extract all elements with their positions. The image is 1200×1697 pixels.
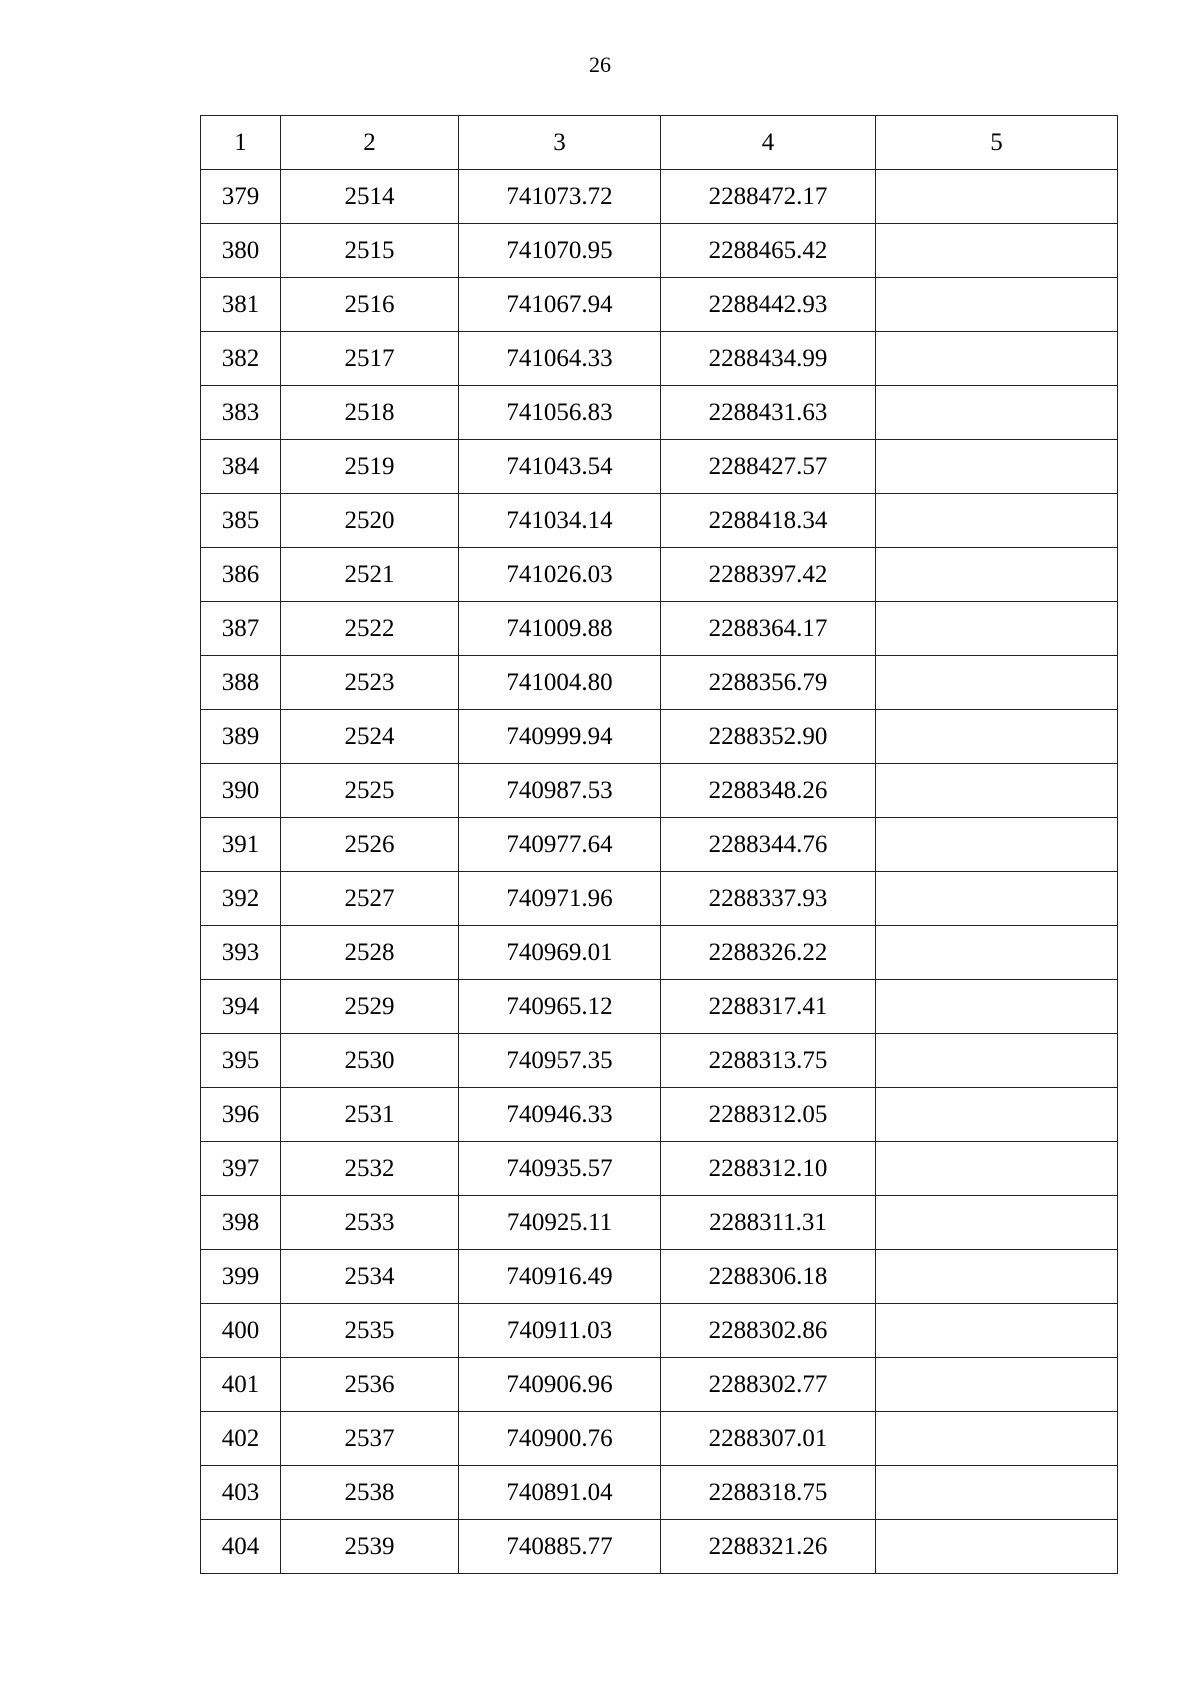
y-coordinate-cell: 2288321.26 (661, 1520, 876, 1574)
point-number-cell: 2523 (281, 656, 459, 710)
table-row (201, 1088, 1118, 1142)
y-coordinate-cell: 2288431.63 (661, 386, 876, 440)
y-coordinate-cell: 2288418.34 (661, 494, 876, 548)
row-number-cell: 380 (201, 224, 281, 278)
header-cell-5: 5 (876, 116, 1118, 170)
table-row (201, 1358, 1118, 1412)
x-coordinate-cell: 740987.53 (459, 764, 661, 818)
note-cell (876, 224, 1118, 278)
row-number-cell: 386 (201, 548, 281, 602)
note-cell (876, 494, 1118, 548)
y-coordinate-cell: 2288307.01 (661, 1412, 876, 1466)
y-coordinate-cell: 2288312.10 (661, 1142, 876, 1196)
x-coordinate-cell: 741070.95 (459, 224, 661, 278)
y-coordinate-cell: 2288348.26 (661, 764, 876, 818)
coordinates-table (200, 115, 1118, 1574)
y-coordinate-cell: 2288302.86 (661, 1304, 876, 1358)
y-coordinate-cell: 2288311.31 (661, 1196, 876, 1250)
x-coordinate-cell: 740925.11 (459, 1196, 661, 1250)
table-row (201, 1142, 1118, 1196)
table-row (201, 656, 1118, 710)
table-row (201, 926, 1118, 980)
point-number-cell: 2525 (281, 764, 459, 818)
point-number-cell: 2534 (281, 1250, 459, 1304)
point-number-cell: 2514 (281, 170, 459, 224)
y-coordinate-cell: 2288313.75 (661, 1034, 876, 1088)
row-number-cell: 400 (201, 1304, 281, 1358)
point-number-cell: 2537 (281, 1412, 459, 1466)
row-number-cell: 397 (201, 1142, 281, 1196)
table-row (201, 494, 1118, 548)
point-number-cell: 2533 (281, 1196, 459, 1250)
y-coordinate-cell: 2288318.75 (661, 1466, 876, 1520)
point-number-cell: 2538 (281, 1466, 459, 1520)
row-number-cell: 401 (201, 1358, 281, 1412)
row-number-cell: 382 (201, 332, 281, 386)
point-number-cell: 2517 (281, 332, 459, 386)
y-coordinate-cell: 2288317.41 (661, 980, 876, 1034)
x-coordinate-cell: 741004.80 (459, 656, 661, 710)
row-number-cell: 391 (201, 818, 281, 872)
point-number-cell: 2529 (281, 980, 459, 1034)
y-coordinate-cell: 2288344.76 (661, 818, 876, 872)
x-coordinate-cell: 740916.49 (459, 1250, 661, 1304)
point-number-cell: 2527 (281, 872, 459, 926)
x-coordinate-cell: 741009.88 (459, 602, 661, 656)
note-cell (876, 386, 1118, 440)
note-cell (876, 278, 1118, 332)
row-number-cell: 390 (201, 764, 281, 818)
table-row (201, 1520, 1118, 1574)
note-cell (876, 1034, 1118, 1088)
x-coordinate-cell: 740900.76 (459, 1412, 661, 1466)
point-number-cell: 2530 (281, 1034, 459, 1088)
coordinates-table-body (201, 116, 1118, 1574)
y-coordinate-cell: 2288352.90 (661, 710, 876, 764)
table-row (201, 602, 1118, 656)
x-coordinate-cell: 740969.01 (459, 926, 661, 980)
y-coordinate-cell: 2288312.05 (661, 1088, 876, 1142)
page-number: 26 (589, 52, 611, 77)
y-coordinate-cell: 2288326.22 (661, 926, 876, 980)
note-cell (876, 710, 1118, 764)
x-coordinate-cell: 740957.35 (459, 1034, 661, 1088)
row-number-cell: 389 (201, 710, 281, 764)
note-cell (876, 1250, 1118, 1304)
header-cell-2: 2 (281, 116, 459, 170)
x-coordinate-cell: 740935.57 (459, 1142, 661, 1196)
y-coordinate-cell: 2288472.17 (661, 170, 876, 224)
y-coordinate-cell: 2288442.93 (661, 278, 876, 332)
note-cell (876, 764, 1118, 818)
point-number-cell: 2539 (281, 1520, 459, 1574)
point-number-cell: 2518 (281, 386, 459, 440)
row-number-cell: 392 (201, 872, 281, 926)
row-number-cell: 394 (201, 980, 281, 1034)
note-cell (876, 602, 1118, 656)
table-row (201, 332, 1118, 386)
y-coordinate-cell: 2288306.18 (661, 1250, 876, 1304)
point-number-cell: 2526 (281, 818, 459, 872)
x-coordinate-cell: 740946.33 (459, 1088, 661, 1142)
point-number-cell: 2515 (281, 224, 459, 278)
x-coordinate-cell: 740911.03 (459, 1304, 661, 1358)
x-coordinate-cell: 741067.94 (459, 278, 661, 332)
row-number-cell: 385 (201, 494, 281, 548)
row-number-cell: 381 (201, 278, 281, 332)
x-coordinate-cell: 740891.04 (459, 1466, 661, 1520)
note-cell (876, 1304, 1118, 1358)
point-number-cell: 2532 (281, 1142, 459, 1196)
table-row (201, 1466, 1118, 1520)
note-cell (876, 1466, 1118, 1520)
table-header-row (201, 116, 1118, 170)
point-number-cell: 2520 (281, 494, 459, 548)
header-cell-3: 3 (459, 116, 661, 170)
point-number-cell: 2519 (281, 440, 459, 494)
point-number-cell: 2521 (281, 548, 459, 602)
y-coordinate-cell: 2288364.17 (661, 602, 876, 656)
table-row (201, 1250, 1118, 1304)
header-cell-4: 4 (661, 116, 876, 170)
note-cell (876, 656, 1118, 710)
note-cell (876, 1412, 1118, 1466)
table-row (201, 818, 1118, 872)
point-number-cell: 2522 (281, 602, 459, 656)
y-coordinate-cell: 2288337.93 (661, 872, 876, 926)
row-number-cell: 388 (201, 656, 281, 710)
note-cell (876, 1088, 1118, 1142)
note-cell (876, 872, 1118, 926)
table-row (201, 440, 1118, 494)
point-number-cell: 2516 (281, 278, 459, 332)
x-coordinate-cell: 741034.14 (459, 494, 661, 548)
table-row (201, 224, 1118, 278)
y-coordinate-cell: 2288397.42 (661, 548, 876, 602)
row-number-cell: 379 (201, 170, 281, 224)
y-coordinate-cell: 2288434.99 (661, 332, 876, 386)
row-number-cell: 403 (201, 1466, 281, 1520)
point-number-cell: 2524 (281, 710, 459, 764)
x-coordinate-cell: 740999.94 (459, 710, 661, 764)
y-coordinate-cell: 2288356.79 (661, 656, 876, 710)
x-coordinate-cell: 740971.96 (459, 872, 661, 926)
x-coordinate-cell: 741026.03 (459, 548, 661, 602)
table-row (201, 548, 1118, 602)
row-number-cell: 398 (201, 1196, 281, 1250)
x-coordinate-cell: 740906.96 (459, 1358, 661, 1412)
note-cell (876, 1196, 1118, 1250)
y-coordinate-cell: 2288427.57 (661, 440, 876, 494)
row-number-cell: 383 (201, 386, 281, 440)
note-cell (876, 926, 1118, 980)
row-number-cell: 384 (201, 440, 281, 494)
header-cell-1: 1 (201, 116, 281, 170)
note-cell (876, 1142, 1118, 1196)
note-cell (876, 170, 1118, 224)
note-cell (876, 332, 1118, 386)
x-coordinate-cell: 741064.33 (459, 332, 661, 386)
point-number-cell: 2535 (281, 1304, 459, 1358)
table-row (201, 1304, 1118, 1358)
point-number-cell: 2528 (281, 926, 459, 980)
table-row (201, 980, 1118, 1034)
table-row (201, 764, 1118, 818)
row-number-cell: 387 (201, 602, 281, 656)
table-row (201, 1034, 1118, 1088)
row-number-cell: 393 (201, 926, 281, 980)
x-coordinate-cell: 741056.83 (459, 386, 661, 440)
y-coordinate-cell: 2288302.77 (661, 1358, 876, 1412)
note-cell (876, 818, 1118, 872)
note-cell (876, 548, 1118, 602)
table-row (201, 1412, 1118, 1466)
row-number-cell: 396 (201, 1088, 281, 1142)
table-row (201, 278, 1118, 332)
point-number-cell: 2536 (281, 1358, 459, 1412)
note-cell (876, 980, 1118, 1034)
table-row (201, 386, 1118, 440)
table-row (201, 872, 1118, 926)
row-number-cell: 404 (201, 1520, 281, 1574)
note-cell (876, 440, 1118, 494)
x-coordinate-cell: 740965.12 (459, 980, 661, 1034)
row-number-cell: 399 (201, 1250, 281, 1304)
y-coordinate-cell: 2288465.42 (661, 224, 876, 278)
note-cell (876, 1358, 1118, 1412)
x-coordinate-cell: 741073.72 (459, 170, 661, 224)
table-row (201, 1196, 1118, 1250)
row-number-cell: 402 (201, 1412, 281, 1466)
x-coordinate-cell: 740885.77 (459, 1520, 661, 1574)
table-row (201, 710, 1118, 764)
x-coordinate-cell: 741043.54 (459, 440, 661, 494)
point-number-cell: 2531 (281, 1088, 459, 1142)
table-row (201, 170, 1118, 224)
note-cell (876, 1520, 1118, 1574)
row-number-cell: 395 (201, 1034, 281, 1088)
x-coordinate-cell: 740977.64 (459, 818, 661, 872)
